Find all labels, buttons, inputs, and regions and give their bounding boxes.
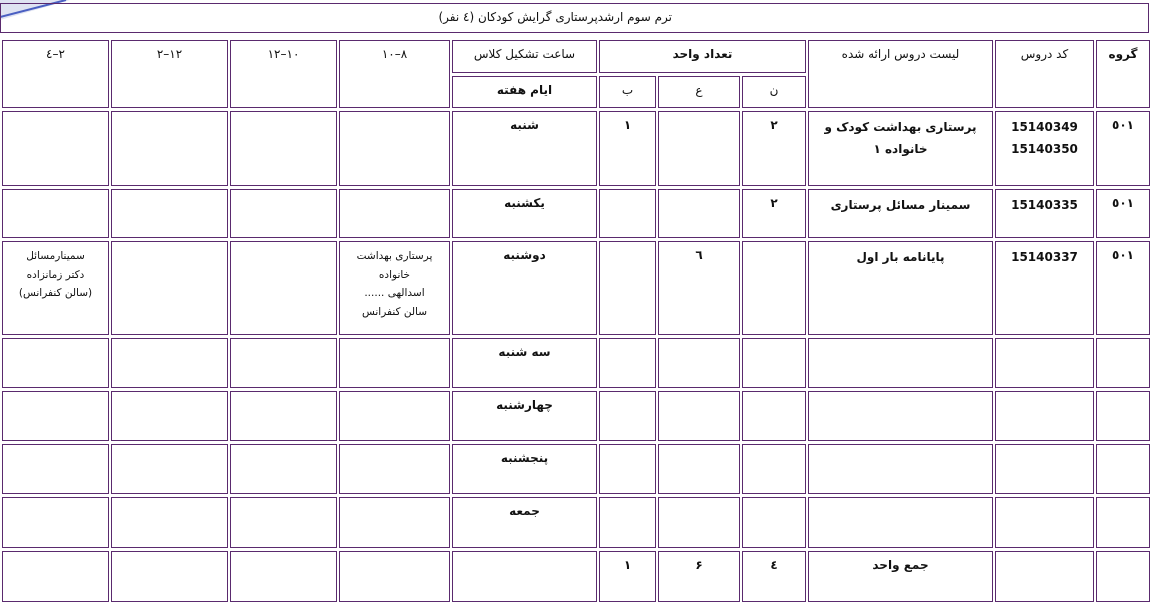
header-slot-10-12-text: ١٠–١٢	[267, 47, 300, 61]
total-group	[1096, 551, 1150, 602]
row-slot-2-4	[2, 111, 109, 186]
row-group	[1096, 189, 1150, 238]
row-weekday-text: پنجشنبه	[500, 451, 549, 465]
row-course-name-line: پایانامه بار اول	[856, 250, 945, 264]
row-slot-2-4	[2, 391, 109, 441]
row-group-text: ٥٠١	[1112, 196, 1134, 210]
row-group	[1096, 391, 1150, 441]
total-unit-n	[742, 551, 806, 602]
header-course-list-text: لیست دروس ارائه شده	[841, 47, 960, 61]
header-unit-b	[599, 76, 656, 108]
row-weekday	[452, 338, 597, 388]
row-course-name-line: خانواده ١	[873, 141, 928, 156]
row-course-code-line: 15140337	[1011, 250, 1078, 264]
row-slot-10-12	[230, 241, 337, 335]
row-slot-12-2	[111, 444, 228, 494]
row-unit-n	[742, 111, 806, 186]
row-unit-n	[742, 497, 806, 548]
row-slot-2-4-line: دکتر زمانزاده	[26, 268, 85, 281]
table-title	[0, 3, 1149, 33]
row-course-name	[808, 444, 993, 494]
header-slot-12-2-text: ١٢–٢	[156, 47, 183, 61]
row-course-code-line: 15140350	[1011, 141, 1078, 156]
total-slot-2-4	[2, 551, 109, 602]
row-weekday-text: چهارشنبه	[496, 398, 553, 412]
row-course-code	[995, 497, 1094, 548]
header-slot-2-4	[2, 40, 109, 108]
row-slot-10-12	[230, 111, 337, 186]
row-group	[1096, 241, 1150, 335]
row-slot-12-2	[111, 241, 228, 335]
row-slot-10-12	[230, 391, 337, 441]
row-slot-12-2	[111, 338, 228, 388]
row-course-name	[808, 241, 993, 335]
row-unit-n	[742, 391, 806, 441]
row-course-code-line: 15140335	[1011, 198, 1078, 212]
row-slot-10-12	[230, 338, 337, 388]
row-unit-b-text: ١	[623, 118, 632, 132]
title-text: ترم سوم ارشدپرستاری گرایش کودکان (٤ نفر)	[438, 10, 672, 24]
row-weekday-text: شنبه	[510, 118, 539, 132]
row-slot-2-4	[2, 241, 109, 335]
header-slot-8-10	[339, 40, 450, 108]
row-unit-b	[599, 444, 656, 494]
row-slot-2-4	[2, 338, 109, 388]
row-unit-b	[599, 497, 656, 548]
row-course-code	[995, 444, 1094, 494]
header-class-time	[452, 40, 597, 73]
total-code	[995, 551, 1094, 602]
header-unit-a-text: ع	[695, 83, 703, 97]
total-unit-b-text: ١	[623, 558, 632, 572]
row-weekday	[452, 189, 597, 238]
header-unit-n	[742, 76, 806, 108]
header-units	[599, 40, 806, 73]
row-weekday	[452, 241, 597, 335]
row-slot-8-10	[339, 338, 450, 388]
row-unit-a	[658, 391, 740, 441]
header-slot-12-2	[111, 40, 228, 108]
row-slot-12-2	[111, 497, 228, 548]
row-group	[1096, 497, 1150, 548]
row-slot-8-10	[339, 189, 450, 238]
row-weekday-text: سه شنبه	[498, 345, 551, 359]
row-course-name	[808, 391, 993, 441]
row-unit-a	[658, 497, 740, 548]
header-class-time-text: ساعت تشکیل کلاس	[473, 47, 576, 61]
row-group-text: ٥٠١	[1112, 248, 1134, 262]
row-unit-n	[742, 189, 806, 238]
row-slot-2-4-line: (سالن کنفرانس)	[18, 287, 93, 300]
row-slot-8-10-line: اسدالهی ......	[364, 287, 425, 300]
total-unit-a-text: ۶	[695, 558, 703, 572]
row-slot-2-4	[2, 497, 109, 548]
row-slot-8-10-line: خانواده	[378, 268, 411, 281]
row-unit-b	[599, 241, 656, 335]
row-course-name	[808, 189, 993, 238]
row-slot-10-12	[230, 189, 337, 238]
row-unit-a	[658, 241, 740, 335]
row-slot-8-10	[339, 241, 450, 335]
row-unit-a	[658, 111, 740, 186]
row-unit-n	[742, 338, 806, 388]
row-slot-2-4	[2, 444, 109, 494]
header-slot-10-12	[230, 40, 337, 108]
header-group	[1096, 40, 1150, 108]
row-slot-8-10-line: سالن کنفرانس	[361, 305, 428, 318]
total-slot-8-10	[339, 551, 450, 602]
row-slot-8-10	[339, 391, 450, 441]
row-course-code	[995, 189, 1094, 238]
total-slot-10-12	[230, 551, 337, 602]
header-course-code-text: کد دروس	[1020, 47, 1069, 61]
row-weekday-text: جمعه	[509, 504, 540, 518]
row-group	[1096, 111, 1150, 186]
row-slot-8-10	[339, 497, 450, 548]
row-unit-n	[742, 444, 806, 494]
header-course-list	[808, 40, 993, 108]
row-weekday	[452, 444, 597, 494]
row-unit-b	[599, 338, 656, 388]
row-group	[1096, 338, 1150, 388]
row-course-code	[995, 241, 1094, 335]
row-unit-b	[599, 189, 656, 238]
row-course-code	[995, 111, 1094, 186]
header-slot-2-4-text: ٢–٤	[46, 47, 65, 61]
row-course-name	[808, 338, 993, 388]
row-group	[1096, 444, 1150, 494]
header-weekdays	[452, 76, 597, 108]
row-weekday-text: دوشنبه	[503, 248, 546, 262]
total-day	[452, 551, 597, 602]
row-slot-10-12	[230, 444, 337, 494]
total-label-text: جمع واحد	[872, 558, 929, 572]
row-unit-n-text: ٢	[770, 196, 778, 210]
row-unit-a	[658, 338, 740, 388]
row-slot-2-4	[2, 189, 109, 238]
row-course-name-line: پرستاری بهداشت کودک و	[824, 120, 977, 134]
total-label	[808, 551, 993, 602]
total-unit-n-text: ٤	[770, 558, 778, 572]
header-course-code	[995, 40, 1094, 108]
row-course-name-line: سمینار مسائل پرستاری	[830, 198, 971, 212]
total-unit-b	[599, 551, 656, 602]
row-unit-n-text: ٢	[770, 118, 778, 132]
row-unit-a	[658, 189, 740, 238]
row-weekday	[452, 391, 597, 441]
header-unit-n-text: ن	[769, 83, 779, 97]
header-group-text: گروه	[1108, 47, 1138, 61]
row-slot-8-10-line: پرستاری بهداشت	[356, 250, 433, 262]
row-slot-12-2	[111, 189, 228, 238]
row-slot-8-10	[339, 444, 450, 494]
row-slot-12-2	[111, 391, 228, 441]
row-slot-2-4-line: سمینارمسائل	[26, 250, 85, 262]
header-unit-a	[658, 76, 740, 108]
row-slot-8-10	[339, 111, 450, 186]
row-slot-10-12	[230, 497, 337, 548]
row-unit-a	[658, 444, 740, 494]
row-weekday-text: یکشنبه	[504, 196, 545, 210]
row-course-code	[995, 338, 1094, 388]
row-group-text: ٥٠١	[1112, 118, 1134, 132]
row-unit-b	[599, 391, 656, 441]
total-slot-12-2	[111, 551, 228, 602]
header-units-text: تعداد واحد	[672, 47, 733, 61]
row-course-code-line: 15140349	[1011, 120, 1078, 134]
header-slot-8-10-text: ٨–١٠	[381, 47, 408, 61]
row-course-code	[995, 391, 1094, 441]
row-course-name	[808, 497, 993, 548]
row-course-name	[808, 111, 993, 186]
row-slot-12-2	[111, 111, 228, 186]
total-unit-a	[658, 551, 740, 602]
row-unit-a-text: ٦	[695, 248, 703, 262]
row-weekday	[452, 111, 597, 186]
row-unit-b	[599, 111, 656, 186]
header-weekdays-text: ایام هفته	[496, 83, 553, 97]
row-unit-n	[742, 241, 806, 335]
header-unit-b-text: ب	[621, 83, 634, 97]
row-weekday	[452, 497, 597, 548]
